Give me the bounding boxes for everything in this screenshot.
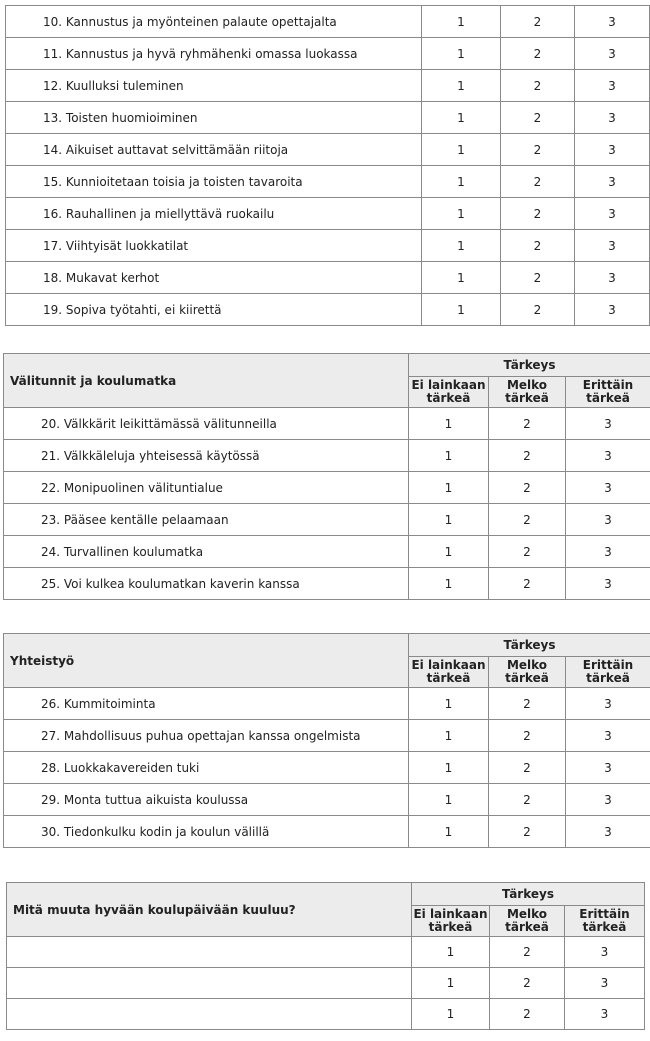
rating-1[interactable]: 1	[422, 230, 501, 262]
table-row	[4, 752, 650, 784]
rating-3[interactable]: 3	[565, 999, 645, 1030]
rating-2[interactable]: 2	[501, 6, 575, 38]
rating-3[interactable]: 3	[575, 6, 650, 38]
section-title: Yhteistyö	[4, 634, 409, 688]
header-row	[7, 883, 645, 906]
section-title: Välitunnit ja koulumatka	[4, 354, 409, 408]
rating-2[interactable]: 2	[501, 134, 575, 166]
free-text-field[interactable]	[7, 999, 412, 1030]
free-text-field[interactable]	[7, 968, 412, 999]
item-label: 28. Luokkakavereiden tuki	[4, 752, 409, 784]
rating-1[interactable]: 1	[409, 720, 489, 752]
table-row	[6, 230, 650, 262]
col-header-ei: Ei lainkaan tärkeä	[412, 906, 490, 937]
col-header-ei: Ei lainkaan tärkeä	[409, 657, 489, 688]
item-label: 21. Välkkäleluja yhteisessä käytössä	[4, 440, 409, 472]
rating-1[interactable]: 1	[409, 472, 489, 504]
table-row	[4, 472, 650, 504]
table-row	[6, 38, 650, 70]
table-row	[6, 102, 650, 134]
rating-1[interactable]: 1	[409, 440, 489, 472]
rating-1[interactable]: 1	[412, 937, 490, 968]
item-label: 30. Tiedonkulku kodin ja koulun välillä	[4, 816, 409, 848]
rating-1[interactable]: 1	[409, 752, 489, 784]
table-row	[6, 198, 650, 230]
rating-2[interactable]: 2	[489, 784, 566, 816]
item-label: 25. Voi kulkea koulumatkan kaverin kanssa	[4, 568, 409, 600]
importance-header: Tärkeys	[409, 634, 650, 657]
rating-2[interactable]: 2	[490, 937, 565, 968]
table-row	[4, 688, 650, 720]
rating-1[interactable]: 1	[409, 504, 489, 536]
section3-table	[3, 633, 650, 848]
rating-1[interactable]: 1	[422, 198, 501, 230]
section1-table	[5, 5, 650, 326]
section-title: Mitä muuta hyvään koulupäivään kuuluu?	[7, 883, 412, 937]
rating-1[interactable]: 1	[409, 536, 489, 568]
rating-3[interactable]: 3	[575, 230, 650, 262]
item-label: 24. Turvallinen koulumatka	[4, 536, 409, 568]
rating-3[interactable]: 3	[575, 294, 650, 326]
item-label: 17. Viihtyisät luokkatilat	[6, 230, 422, 262]
rating-3[interactable]: 3	[575, 198, 650, 230]
table-row	[6, 262, 650, 294]
rating-1[interactable]: 1	[409, 688, 489, 720]
item-label: 13. Toisten huomioiminen	[6, 102, 422, 134]
rating-3[interactable]: 3	[575, 102, 650, 134]
rating-2[interactable]: 2	[501, 198, 575, 230]
item-label: 20. Välkkärit leikittämässä välitunneilla	[4, 408, 409, 440]
item-label: 14. Aikuiset auttavat selvittämään riitoja	[6, 134, 422, 166]
table-row	[7, 968, 645, 999]
rating-2[interactable]: 2	[490, 968, 565, 999]
table-row	[4, 504, 650, 536]
table-row	[6, 166, 650, 198]
table-row	[6, 134, 650, 166]
rating-1[interactable]: 1	[412, 968, 490, 999]
col-header-melko: Melko tärkeä	[489, 377, 566, 408]
table-row	[6, 294, 650, 326]
rating-1[interactable]: 1	[409, 408, 489, 440]
rating-2[interactable]: 2	[501, 70, 575, 102]
rating-3[interactable]: 3	[566, 720, 650, 752]
item-label: 10. Kannustus ja myönteinen palaute opettajalta	[6, 6, 422, 38]
rating-2[interactable]: 2	[501, 166, 575, 198]
rating-2[interactable]: 2	[489, 440, 566, 472]
section4-table	[6, 882, 645, 1030]
rating-2[interactable]: 2	[489, 752, 566, 784]
col-header-erittain: Erittäin tärkeä	[566, 377, 650, 408]
rating-1[interactable]: 1	[409, 784, 489, 816]
rating-2[interactable]: 2	[489, 720, 566, 752]
rating-1[interactable]: 1	[422, 70, 501, 102]
item-label: 18. Mukavat kerhot	[6, 262, 422, 294]
rating-3[interactable]: 3	[575, 262, 650, 294]
item-label: 11. Kannustus ja hyvä ryhmähenki omassa luokassa	[6, 38, 422, 70]
rating-2[interactable]: 2	[501, 230, 575, 262]
rating-3[interactable]: 3	[566, 688, 650, 720]
rating-3[interactable]: 3	[575, 38, 650, 70]
col-header-erittain: Erittäin tärkeä	[565, 906, 645, 937]
rating-2[interactable]: 2	[501, 38, 575, 70]
rating-3[interactable]: 3	[566, 568, 650, 600]
rating-2[interactable]: 2	[489, 504, 566, 536]
item-label: 26. Kummitoiminta	[4, 688, 409, 720]
rating-3[interactable]: 3	[575, 134, 650, 166]
col-header-erittain: Erittäin tärkeä	[566, 657, 650, 688]
rating-1[interactable]: 1	[409, 816, 489, 848]
rating-2[interactable]: 2	[490, 999, 565, 1030]
rating-1[interactable]: 1	[422, 102, 501, 134]
rating-1[interactable]: 1	[422, 294, 501, 326]
table-row	[7, 999, 645, 1030]
table-row	[4, 440, 650, 472]
rating-2[interactable]: 2	[489, 688, 566, 720]
rating-2[interactable]: 2	[489, 472, 566, 504]
importance-header: Tärkeys	[412, 883, 645, 906]
item-label: 12. Kuulluksi tuleminen	[6, 70, 422, 102]
item-label: 29. Monta tuttua aikuista koulussa	[4, 784, 409, 816]
rating-2[interactable]: 2	[489, 408, 566, 440]
rating-3[interactable]: 3	[566, 784, 650, 816]
rating-1[interactable]: 1	[412, 999, 490, 1030]
rating-3[interactable]: 3	[566, 472, 650, 504]
rating-1[interactable]: 1	[422, 134, 501, 166]
item-label: 19. Sopiva työtahti, ei kiirettä	[6, 294, 422, 326]
importance-header: Tärkeys	[409, 354, 650, 377]
table-row	[4, 408, 650, 440]
rating-1[interactable]: 1	[422, 166, 501, 198]
item-label: 15. Kunnioitetaan toisia ja toisten tavaroita	[6, 166, 422, 198]
item-label: 16. Rauhallinen ja miellyttävä ruokailu	[6, 198, 422, 230]
item-label: 23. Pääsee kentälle pelaamaan	[4, 504, 409, 536]
table-row	[4, 720, 650, 752]
free-text-field[interactable]	[7, 937, 412, 968]
item-label: 22. Monipuolinen välituntialue	[4, 472, 409, 504]
rating-3[interactable]: 3	[575, 166, 650, 198]
col-header-ei: Ei lainkaan tärkeä	[409, 377, 489, 408]
rating-3[interactable]: 3	[566, 440, 650, 472]
col-header-melko: Melko tärkeä	[489, 657, 566, 688]
table-row	[7, 937, 645, 968]
rating-2[interactable]: 2	[501, 262, 575, 294]
rating-2[interactable]: 2	[489, 536, 566, 568]
rating-3[interactable]: 3	[565, 937, 645, 968]
rating-3[interactable]: 3	[566, 752, 650, 784]
rating-1[interactable]: 1	[422, 6, 501, 38]
table-row	[4, 536, 650, 568]
rating-3[interactable]: 3	[566, 536, 650, 568]
rating-1[interactable]: 1	[422, 262, 501, 294]
col-header-melko: Melko tärkeä	[490, 906, 565, 937]
rating-3[interactable]: 3	[575, 70, 650, 102]
rating-2[interactable]: 2	[489, 568, 566, 600]
rating-3[interactable]: 3	[566, 408, 650, 440]
table-row	[6, 70, 650, 102]
rating-2[interactable]: 2	[489, 816, 566, 848]
rating-1[interactable]: 1	[409, 568, 489, 600]
table-row	[6, 6, 650, 38]
rating-1[interactable]: 1	[422, 38, 501, 70]
rating-2[interactable]: 2	[501, 294, 575, 326]
section2-table	[3, 353, 650, 600]
item-label: 27. Mahdollisuus puhua opettajan kanssa ongelmista	[4, 720, 409, 752]
table-row	[4, 568, 650, 600]
rating-3[interactable]: 3	[566, 504, 650, 536]
header-row	[4, 634, 650, 657]
table-row	[4, 784, 650, 816]
rating-3[interactable]: 3	[566, 816, 650, 848]
table-row	[4, 816, 650, 848]
rating-2[interactable]: 2	[501, 102, 575, 134]
header-row	[4, 354, 650, 377]
rating-3[interactable]: 3	[565, 968, 645, 999]
